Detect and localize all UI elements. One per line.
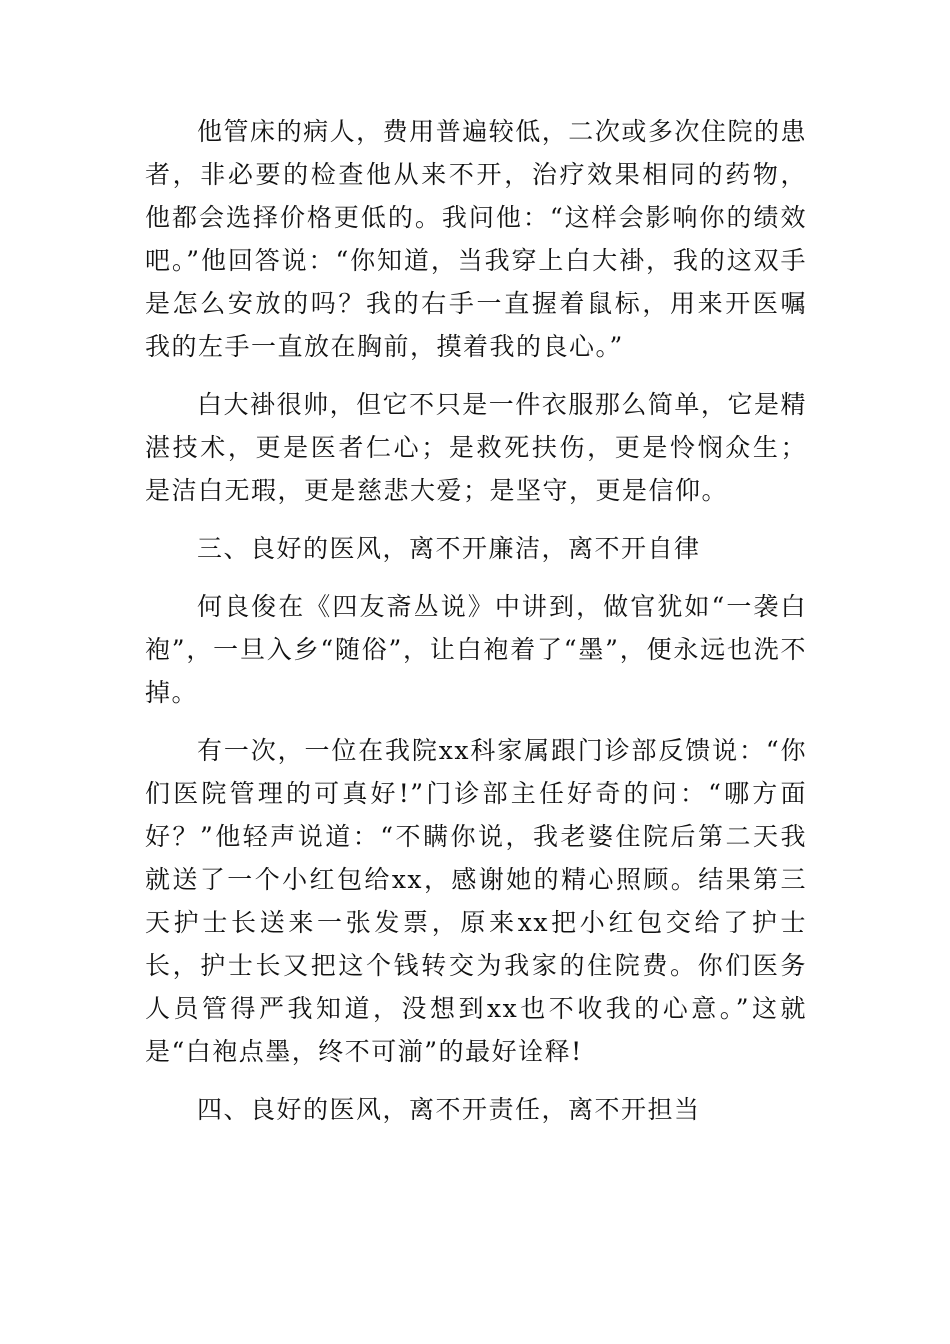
section-heading-three: 三、良好的医风，离不开廉洁，离不开自律 — [197, 534, 701, 563]
paragraph-red-envelope-story: 有一次，一位在我院xx科家属跟门诊部反馈说：“你们医院管理的可真好!”门诊部主任好奇的问：“哪方面好？”他轻声说道：“不瞒你说，我老婆住院后第二天我就送了一个小红包给xx，感谢她的精心照顾。结果第三天护士长送来一张发票，原来xx把小红包交给了护士长，护士长又把这个钱转交为我家的住院费。你们医务人员管得严我知道，没想到xx也不收我的心意。”这就是“白袍点墨，终不可湔”的最好诠释! — [145, 736, 807, 1066]
section-heading-four: 四、良好的医风，离不开责任，离不开担当 — [197, 1095, 701, 1124]
paragraph-white-coat: 白大褂很帅，但它不只是一件衣服那么简单，它是精湛技术，更是医者仁心；是救死扶伤，更是怜悯众生；是洁白无瑕，更是慈悲大爱；是坚守，更是信仰。 — [145, 390, 807, 505]
paragraph-white-robe-quote: 何良俊在《四友斋丛说》中讲到，做官犹如“一袭白袍”，一旦入乡“随俗”，让白袍着了“墨”，便永远也洗不掉。 — [145, 592, 807, 707]
paragraph-doctor-conscience: 他管床的病人，费用普遍较低，二次或多次住院的患者，非必要的检查他从来不开，治疗效果相同的药物，他都会选择价格更低的。我问他：“这样会影响你的绩效吧。”他回答说：“你知道，当我穿上白大褂，我的这双手是怎么安放的吗？我的右手一直握着鼠标，用来开医嘱我的左手一直放在胸前，摸着我的良心。” — [145, 117, 807, 361]
document-body — [145, 110, 807, 1146]
